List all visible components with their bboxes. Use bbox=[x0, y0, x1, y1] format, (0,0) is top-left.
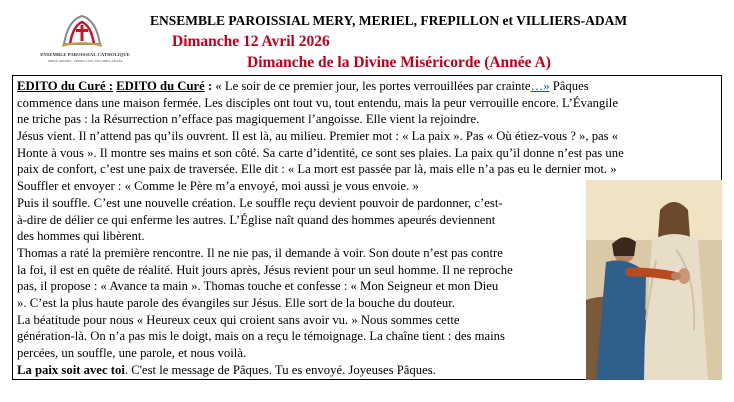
closing-bold: La paix soit avec toi bbox=[17, 362, 125, 377]
parish-logo bbox=[26, 14, 144, 72]
logo-caption-line1: ENSEMBLE PAROISSIAL CATHOLIQUE bbox=[40, 52, 130, 57]
church-cross-logo-icon bbox=[60, 14, 104, 50]
sunday-date: Dimanche 12 Avril 2026 bbox=[172, 33, 330, 50]
edito-line: ne triche pas : la Résurrection n’efface pas magiquement l’angoisse. Elle vient la rejoindre. bbox=[17, 112, 480, 127]
edito-line: génération-là. On n’a pas mis le doigt, mais on a reçu le témoignage. La chaîne tient : des mains bbox=[17, 329, 505, 344]
thomas-christ-painting bbox=[586, 180, 722, 380]
edito-opening: « Le soir de ce premier jour, les portes verrouillées par crainte bbox=[212, 79, 531, 93]
edito-line: Thomas a raté la première rencontre. Il ne nie pas, il demande à voir. Son doute n’est pas contre bbox=[17, 245, 503, 260]
edito-ellipsis-link[interactable]: …» bbox=[530, 79, 550, 93]
edito-line: percées, un souffle, une parole, et nous voilà. bbox=[17, 346, 247, 360]
edito-line: Puis il souffle. C’est une nouvelle création. Le souffle reçu devient pouvoir de pardonner, c’est- bbox=[17, 195, 503, 210]
edito-line: des hommes qui libèrent. bbox=[17, 229, 145, 244]
closing-rest: . C'est le message de Pâques. Tu es envoyé. Joyeuses Pâques. bbox=[124, 362, 436, 377]
edito-label-repeat: EDITO du Curé bbox=[116, 79, 205, 93]
edito-line: ». C’est la plus haute parole des évangiles sur Jésus. Elle sort de la bouche du douteur. bbox=[17, 295, 455, 310]
edito-line1-tail: Pâques bbox=[549, 79, 589, 93]
edito-line: Souffler et envoyer : « Comme le Père m’a envoyé, moi aussi je vous envoie. » bbox=[17, 179, 419, 194]
liturgical-subtitle: Dimanche de la Divine Miséricorde (Année A) bbox=[247, 54, 551, 71]
edito-line: pas, il propose : « Avance ta main ». Thomas touche et confesse : « Mon Seigneur et mon Dieu bbox=[17, 279, 499, 294]
page-title: ENSEMBLE PAROISSIAL MERY, MERIEL, FREPILLON et VILLIERS-ADAM bbox=[150, 13, 628, 28]
edito-label: EDITO du Curé : bbox=[17, 79, 113, 93]
edito-line: à-dire de délier ce qui enferme les autres. L’Église naît quand des hommes apeurés deviennent bbox=[17, 212, 496, 227]
logo-caption-line2: MERY, MERIEL, FREPILLON, VILLIERS-ADAM bbox=[48, 59, 122, 63]
edito-line: la foi, il est en quête de réalité. Huit jours après, Jésus revient pour un seul homme. Il ne reproche bbox=[17, 262, 513, 277]
edito-line bbox=[17, 78, 723, 95]
edito-line: La béatitude pour nous « Heureux ceux qui croient sans avoir vu. » Nous sommes cette bbox=[17, 312, 460, 327]
edito-label-colon: : bbox=[204, 79, 213, 93]
edito-line: Honte à vous ». Il montre ses mains et son côté. Sa carte d’identité, ce sont ses plaies. La paix qu’il donne n’est pas une bbox=[17, 145, 624, 160]
edito-line: paix de confort, c’est une paix de traversée. Elle dit : « La mort est passée par là, mais elle n’a pas eu le dernier mot. » bbox=[17, 162, 617, 177]
edito-line: commence dans une maison fermée. Les disciples ont tout vu, tout entendu, mais la peur verrouille encore. L’Évangile bbox=[17, 95, 618, 110]
edito-line: Jésus vient. Il n’attend pas qu’ils ouvrent. Il est là, au milieu. Premier mot : « La paix ». Pas « Où étiez-vous ? », pas « bbox=[17, 129, 619, 144]
